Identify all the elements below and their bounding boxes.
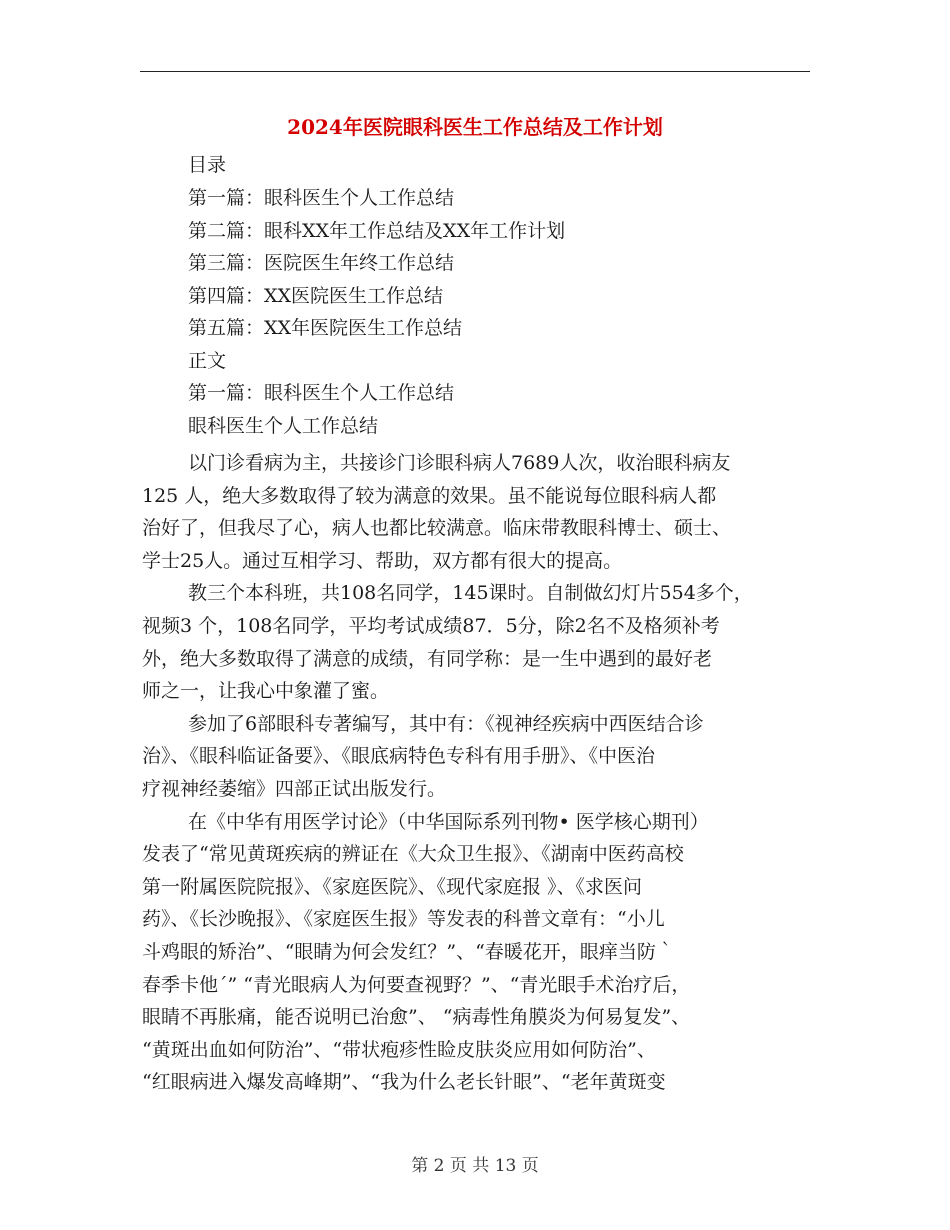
toc-item-2: 第二篇：眼科XX年工作总结及XX年工作计划 <box>188 220 566 242</box>
section-title: 眼科医生个人工作总结 <box>188 415 379 437</box>
paragraph-line: 斗鸡眼的矫治”、“眼睛为何会发红？”、“春暖花开，眼痒当防｀ <box>142 940 675 963</box>
document-title: 2024年医院眼科医生工作总结及工作计划 <box>287 115 663 139</box>
paragraph-line: 外，绝大多数取得了满意的成绩，有同学称：是一生中遇到的最好老 <box>142 647 713 670</box>
paragraph-articles <box>142 806 812 1099</box>
body-heading: 正文 <box>188 350 227 372</box>
paragraph-line: 发表了“常见黄斑疾病的辨证在《大众卫生报》、《湖南中医药高校 <box>142 843 684 866</box>
paragraph-line: 春季卡他´” “青光眼病人为何要查视野？”、“青光眼手术治疗后， <box>142 973 691 996</box>
paragraph-line: 师之一，让我心中象灌了蜜。 <box>142 680 390 703</box>
chapter-title: 第一篇：眼科医生个人工作总结 <box>188 382 455 404</box>
paragraph-line: 疗视神经萎缩》四部正试出版发行。 <box>142 777 447 800</box>
header-rule <box>140 71 810 72</box>
paragraph-line: 药》、《长沙晚报》、《家庭医生报》等发表的科普文章有：“小儿 <box>142 908 665 931</box>
paragraph-line: 治好了，但我尽了心，病人也都比较满意。临床带教眼科博士、硕士、 <box>142 517 732 540</box>
paragraph-line: 在《中华有用医学讨论》（中华国际系列刊物• 医学核心期刊） <box>188 810 709 833</box>
paragraph-line: “红眼病进入爆发高峰期”、“我为什么老长针眼”、“老年黄斑变 <box>142 1071 666 1094</box>
toc-item-1: 第一篇：眼科医生个人工作总结 <box>188 187 455 209</box>
paragraph-teaching <box>142 577 812 707</box>
paragraph-line: 教三个本科班，共108名同学，145课时。自制做幻灯片554多个， <box>188 582 753 605</box>
paragraph-line: “黄斑出血如何防治”、“带状疱疹性睑皮肤炎应用如何防治”、 <box>142 1038 656 1061</box>
paragraph-line: 125 人，绝大多数取得了较为满意的效果。虽不能说每位眼科病人都 <box>142 484 717 507</box>
paragraph-line: 第一附属医院院报》、《家庭医院》、《现代家庭报 》、《求医问 <box>142 875 643 898</box>
paragraph-line: 参加了6部眼科专著编写，其中有：《视神经疾病中西医结合诊 <box>188 712 704 735</box>
body-text <box>142 447 812 1099</box>
paragraph-publications <box>142 708 812 806</box>
toc-item-4: 第四篇：XX医院医生工作总结 <box>188 285 444 307</box>
paragraph-line: 视频3 个，108名同学，平均考试成绩87．5分，除2名不及格须补考 <box>142 614 720 637</box>
toc-item-3: 第三篇：医院医生年终工作总结 <box>188 252 455 274</box>
paragraph-line: 以门诊看病为主，共接诊门诊眼科病人7689人次，收治眼科病友 <box>188 452 731 474</box>
paragraph-clinical-work <box>142 447 812 577</box>
paragraph-line: 学士25人。通过互相学习、帮助，双方都有很大的提高。 <box>142 549 623 572</box>
toc-heading: 目录 <box>188 154 227 176</box>
page-footer: 第 2 页 共 13 页 <box>411 1156 539 1176</box>
paragraph-line: 治》、《眼科临证备要》、《眼底病特色专科有用手册》、《中医治 <box>142 745 656 768</box>
toc-item-5: 第五篇：XX年医院医生工作总结 <box>188 317 463 339</box>
paragraph-line: 眼睛不再胀痛，能否说明已治愈”、 “病毒性角膜炎为何易复发”、 <box>142 1006 691 1029</box>
